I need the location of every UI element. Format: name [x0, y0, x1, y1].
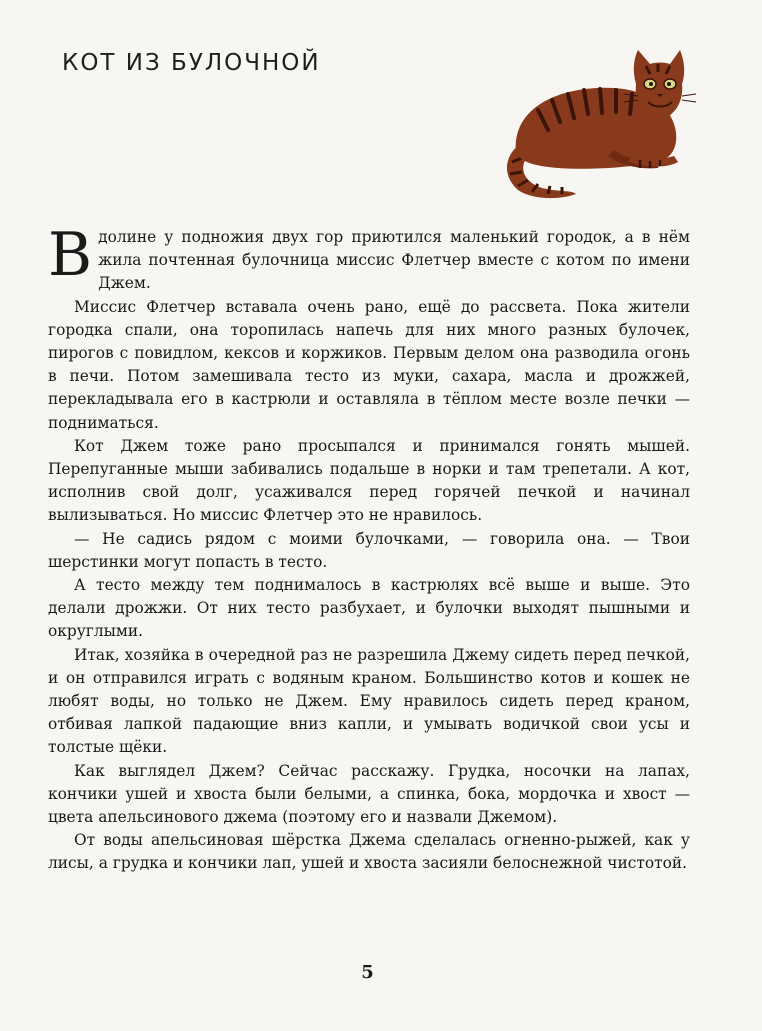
- paragraph-1: [48, 220, 690, 296]
- paragraph-1-text: долине у подножия двух гор приютился маленький городок, а в нём жила почтенная булочница миссис Флетчер вместе с котом по имени Джем.: [98, 228, 690, 293]
- paragraph-5: А тесто между тем поднималось в кастрюлях всё выше и выше. Это делали дрожжи. От них тесто разбухает, и булочки выходят пышными и округлыми.: [48, 576, 690, 641]
- paragraph-6: Итак, хозяйка в очередной раз не разрешила Джему сидеть перед печкой, и он отправился играть с водяным краном. Большинство котов и кошек не любят воды, но только не Джем. Ему нравилось сидеть перед краном, отбивая лапкой падающие вниз капли, и умывать водичкой свои усы и толстые щёки.: [48, 645, 690, 757]
- paragraph-8: От воды апельсиновая шёрстка Джема сделалась огненно-рыжей, как у лисы, а грудка и кончики лап, ушей и хвоста засияли белоснежной чистотой.: [48, 831, 690, 873]
- paragraph-7: Как выглядел Джем? Сейчас расскажу. Грудка, носочки на лапах, кончики ушей и хвоста были белыми, а спинка, бока, мордочка и хвост — цвета апельсинового джема (поэтому его и назвали Джемом).: [48, 761, 690, 827]
- drop-cap: В: [48, 220, 93, 290]
- paragraph-4: — Не садись рядом с моими булочками, — говорила она. — Твои шерстинки могут попасть в тесто.: [48, 529, 690, 571]
- cat-illustration: [498, 44, 702, 204]
- page-number: 5: [361, 962, 374, 983]
- paragraph-3: Кот Джем тоже рано просыпался и принимался гонять мышей. Перепуганные мыши забивались подальше в норки и там трепетали. А кот, исполнив свой долг, усаживался перед горячей печкой и начинал вылизываться. Но миссис Флетчер это не нравилось.: [48, 436, 690, 525]
- paragraph-2: Миссис Флетчер вставала очень рано, ещё до рассвета. Пока жители городка спали, она торопилась напечь для них много разных булочек, пирогов с повидлом, кексов и коржиков. Первым делом она разводила огонь в печи. Потом замешивала тесто из муки, сахара, масла и дрожжей, перекладывала его в кастрюли и оставляла в тёплом месте возле печки — подниматься.: [48, 297, 690, 432]
- chapter-title: КОТ ИЗ БУЛОЧНОЙ: [62, 50, 321, 76]
- story-text: [48, 220, 690, 876]
